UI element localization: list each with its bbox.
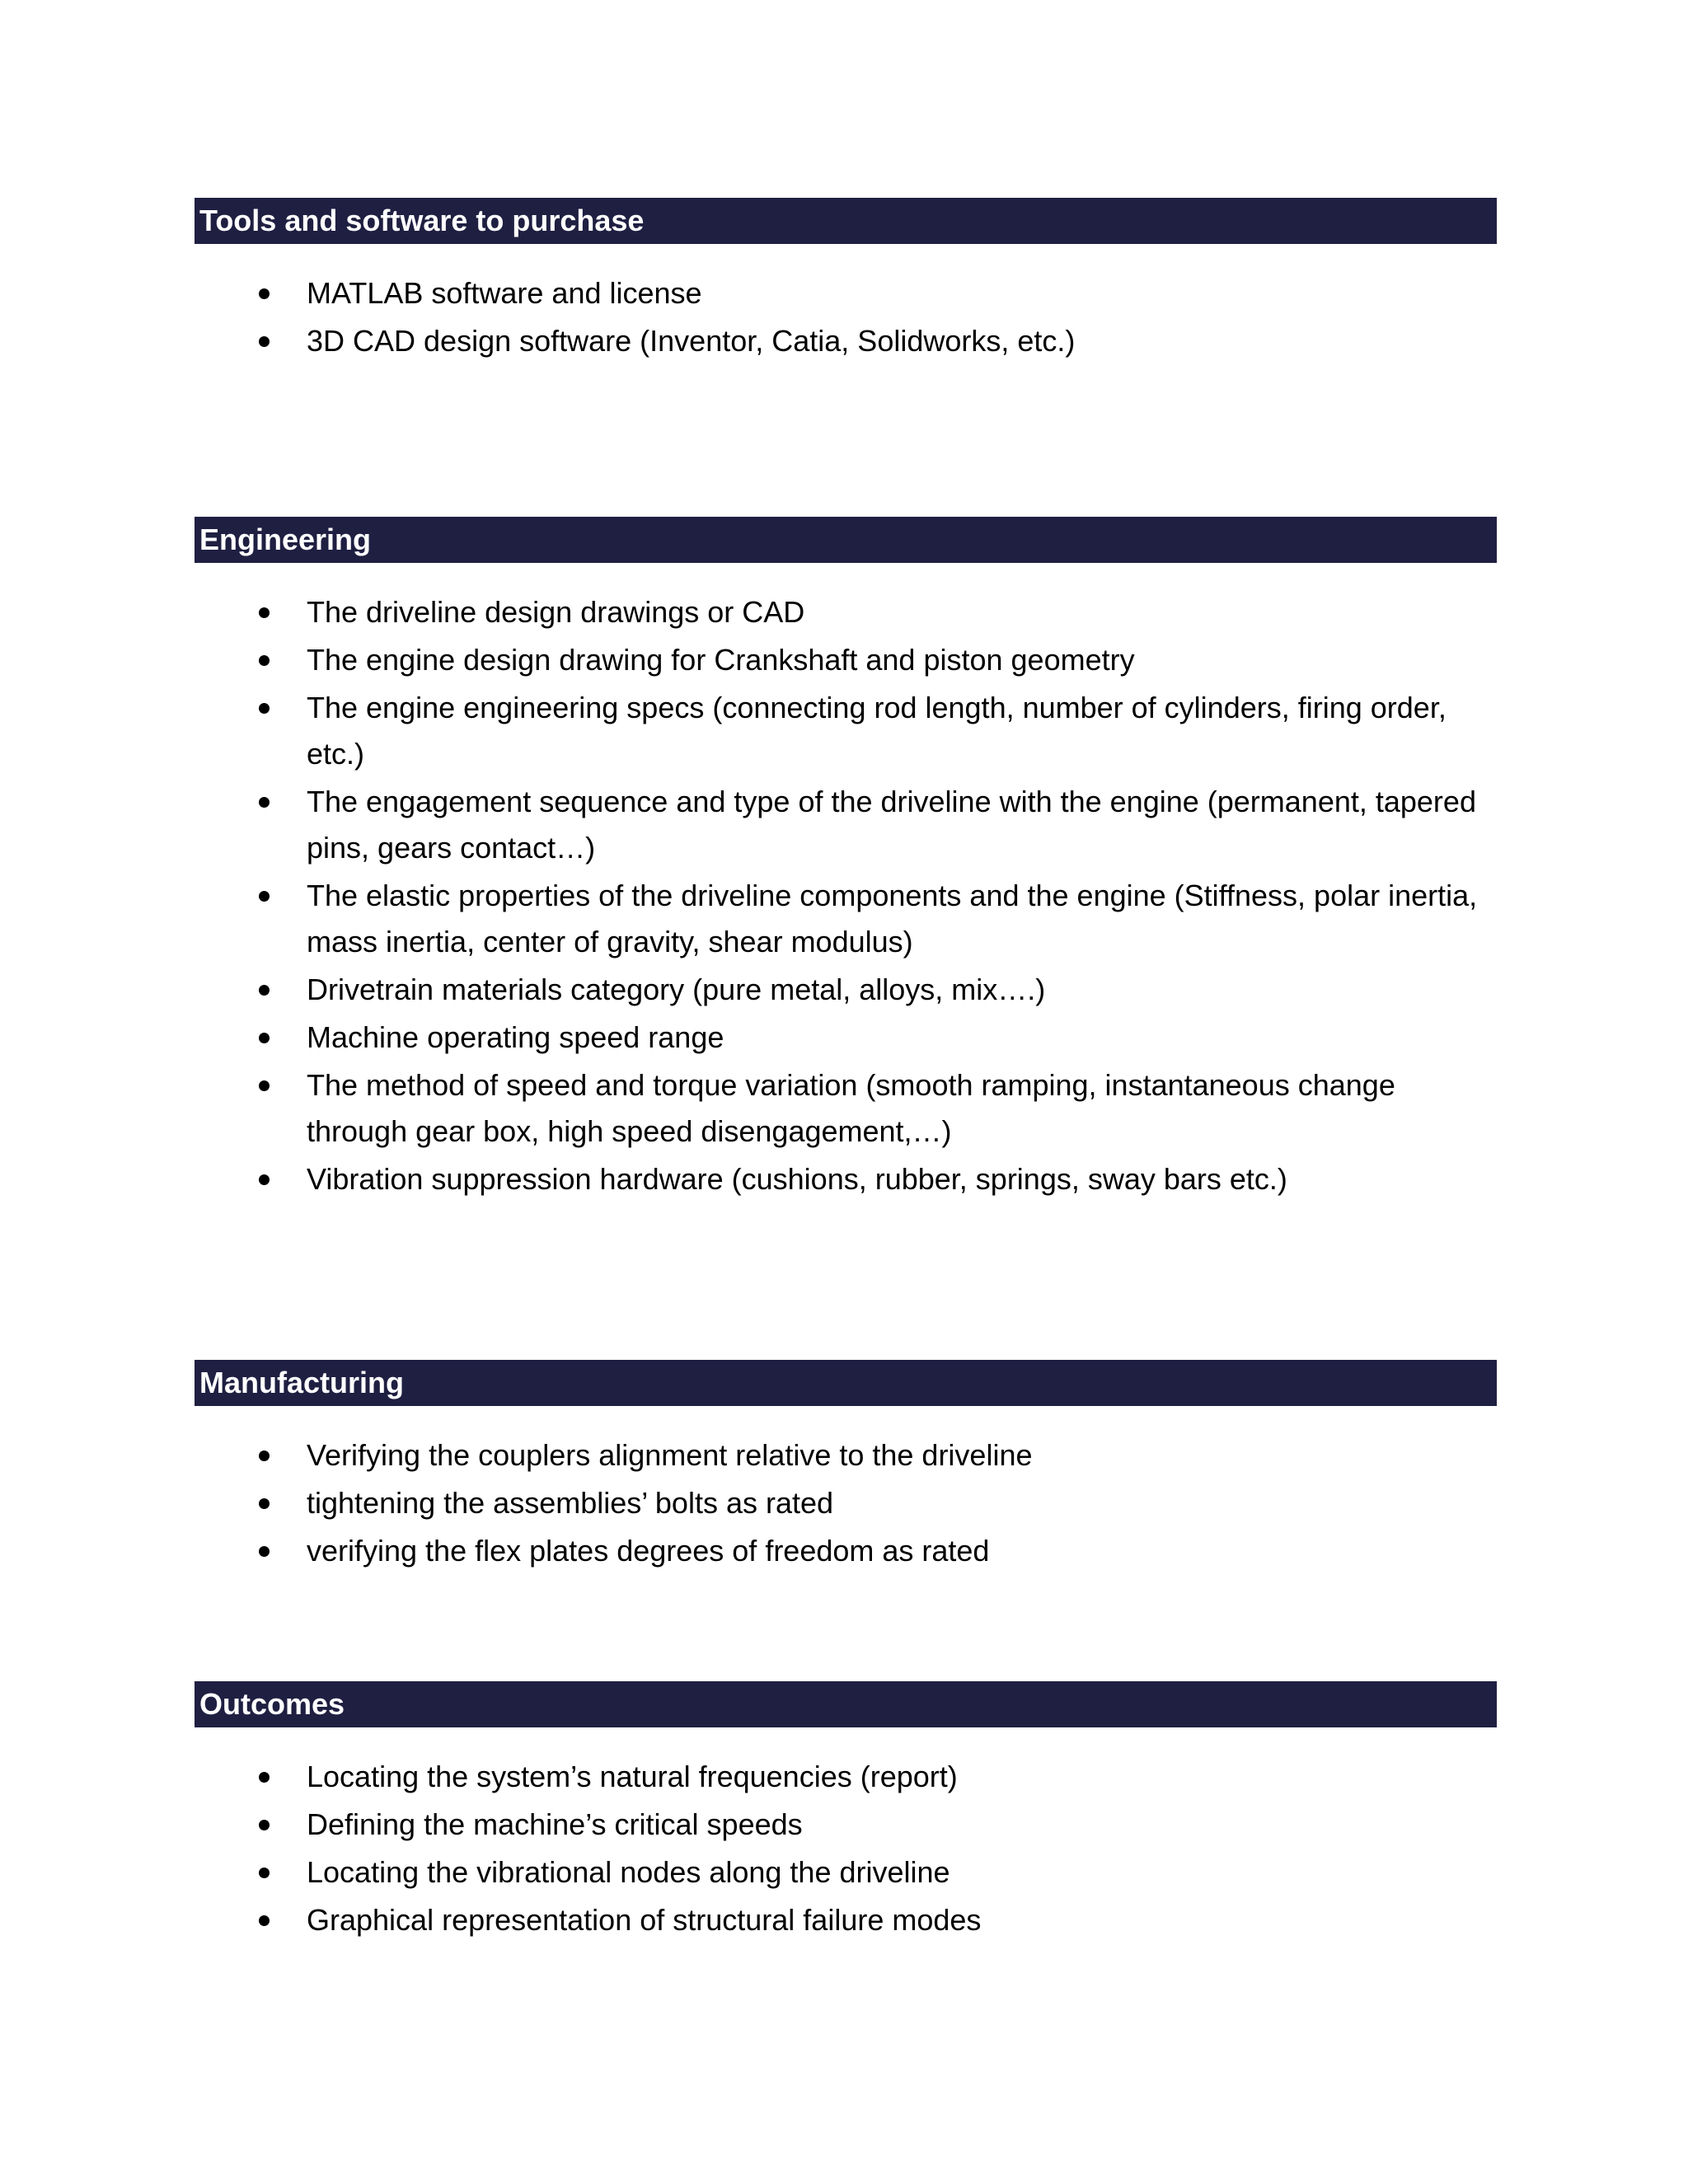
list-item-text: Locating the vibrational nodes along the driveline bbox=[307, 1855, 950, 1889]
list-item-text: Machine operating speed range bbox=[307, 1020, 724, 1054]
list-item bbox=[195, 1528, 1497, 1574]
bullet-list-manufacturing bbox=[195, 1432, 1497, 1574]
list-item-text: The engagement sequence and type of the driveline with the engine (permanent, tapered pins, gears contact…) bbox=[307, 785, 1476, 865]
list-item-text: 3D CAD design software (Inventor, Catia, Solidworks, etc.) bbox=[307, 324, 1076, 358]
list-item bbox=[195, 1897, 1497, 1943]
list-item-text: Defining the machine’s critical speeds bbox=[307, 1807, 803, 1841]
section-manufacturing bbox=[195, 1360, 1497, 1576]
section-heading-outcomes: Outcomes bbox=[195, 1681, 1497, 1727]
bullet-icon bbox=[259, 336, 270, 347]
list-item-text: The method of speed and torque variation (smooth ramping, instantaneous change through gear box, high speed disengagement,…) bbox=[307, 1068, 1395, 1148]
bullet-icon bbox=[259, 1546, 270, 1557]
list-item bbox=[195, 873, 1497, 965]
bullet-list-tools bbox=[195, 270, 1497, 364]
section-engineering bbox=[195, 517, 1497, 1204]
list-item bbox=[195, 1754, 1497, 1800]
list-item bbox=[195, 1156, 1497, 1202]
list-item-text: Vibration suppression hardware (cushions, rubber, springs, sway bars etc.) bbox=[307, 1162, 1287, 1196]
list-item-text: MATLAB software and license bbox=[307, 276, 702, 310]
section-heading-tools: Tools and software to purchase bbox=[195, 198, 1497, 244]
bullet-icon bbox=[259, 1080, 270, 1091]
section-heading-engineering: Engineering bbox=[195, 517, 1497, 563]
bullet-list-engineering bbox=[195, 589, 1497, 1202]
bullet-icon bbox=[259, 607, 270, 618]
bullet-icon bbox=[259, 1772, 270, 1783]
list-item bbox=[195, 1480, 1497, 1526]
list-item bbox=[195, 779, 1497, 871]
list-item bbox=[195, 270, 1497, 316]
bullet-icon bbox=[259, 655, 270, 666]
section-outcomes bbox=[195, 1681, 1497, 1945]
bullet-icon bbox=[259, 1498, 270, 1509]
list-item bbox=[195, 1432, 1497, 1479]
list-item bbox=[195, 967, 1497, 1013]
bullet-icon bbox=[259, 1033, 270, 1043]
list-item bbox=[195, 1849, 1497, 1896]
list-item-text: Drivetrain materials category (pure metal, alloys, mix….) bbox=[307, 972, 1046, 1006]
bullet-icon bbox=[259, 703, 270, 714]
section-heading-manufacturing: Manufacturing bbox=[195, 1360, 1497, 1406]
bullet-icon bbox=[259, 891, 270, 902]
list-item bbox=[195, 637, 1497, 683]
bullet-icon bbox=[259, 1915, 270, 1926]
bullet-icon bbox=[259, 1451, 270, 1461]
list-item bbox=[195, 589, 1497, 635]
list-item-text: The driveline design drawings or CAD bbox=[307, 595, 805, 629]
list-item bbox=[195, 1802, 1497, 1848]
list-item-text: Locating the system’s natural frequencies (report) bbox=[307, 1760, 958, 1793]
list-item bbox=[195, 1015, 1497, 1061]
section-tools bbox=[195, 198, 1497, 366]
bullet-icon bbox=[259, 1174, 270, 1185]
list-item bbox=[195, 1062, 1497, 1155]
list-item-text: The elastic properties of the driveline components and the engine (Stiffness, polar inertia, mass inertia, center of gravity, shear modulus) bbox=[307, 879, 1478, 958]
bullet-icon bbox=[259, 797, 270, 808]
bullet-icon bbox=[259, 1868, 270, 1878]
list-item-text: tightening the assemblies’ bolts as rated bbox=[307, 1486, 834, 1520]
list-item bbox=[195, 318, 1497, 364]
bullet-icon bbox=[259, 985, 270, 996]
bullet-icon bbox=[259, 1820, 270, 1830]
list-item bbox=[195, 685, 1497, 777]
list-item-text: Graphical representation of structural failure modes bbox=[307, 1903, 982, 1937]
list-item-text: The engine design drawing for Crankshaft and piston geometry bbox=[307, 643, 1135, 677]
list-item-text: Verifying the couplers alignment relative to the driveline bbox=[307, 1438, 1033, 1472]
list-item-text: The engine engineering specs (connecting rod length, number of cylinders, firing order, etc.) bbox=[307, 691, 1447, 771]
bullet-icon bbox=[259, 288, 270, 299]
list-item-text: verifying the flex plates degrees of freedom as rated bbox=[307, 1534, 990, 1568]
bullet-list-outcomes bbox=[195, 1754, 1497, 1943]
